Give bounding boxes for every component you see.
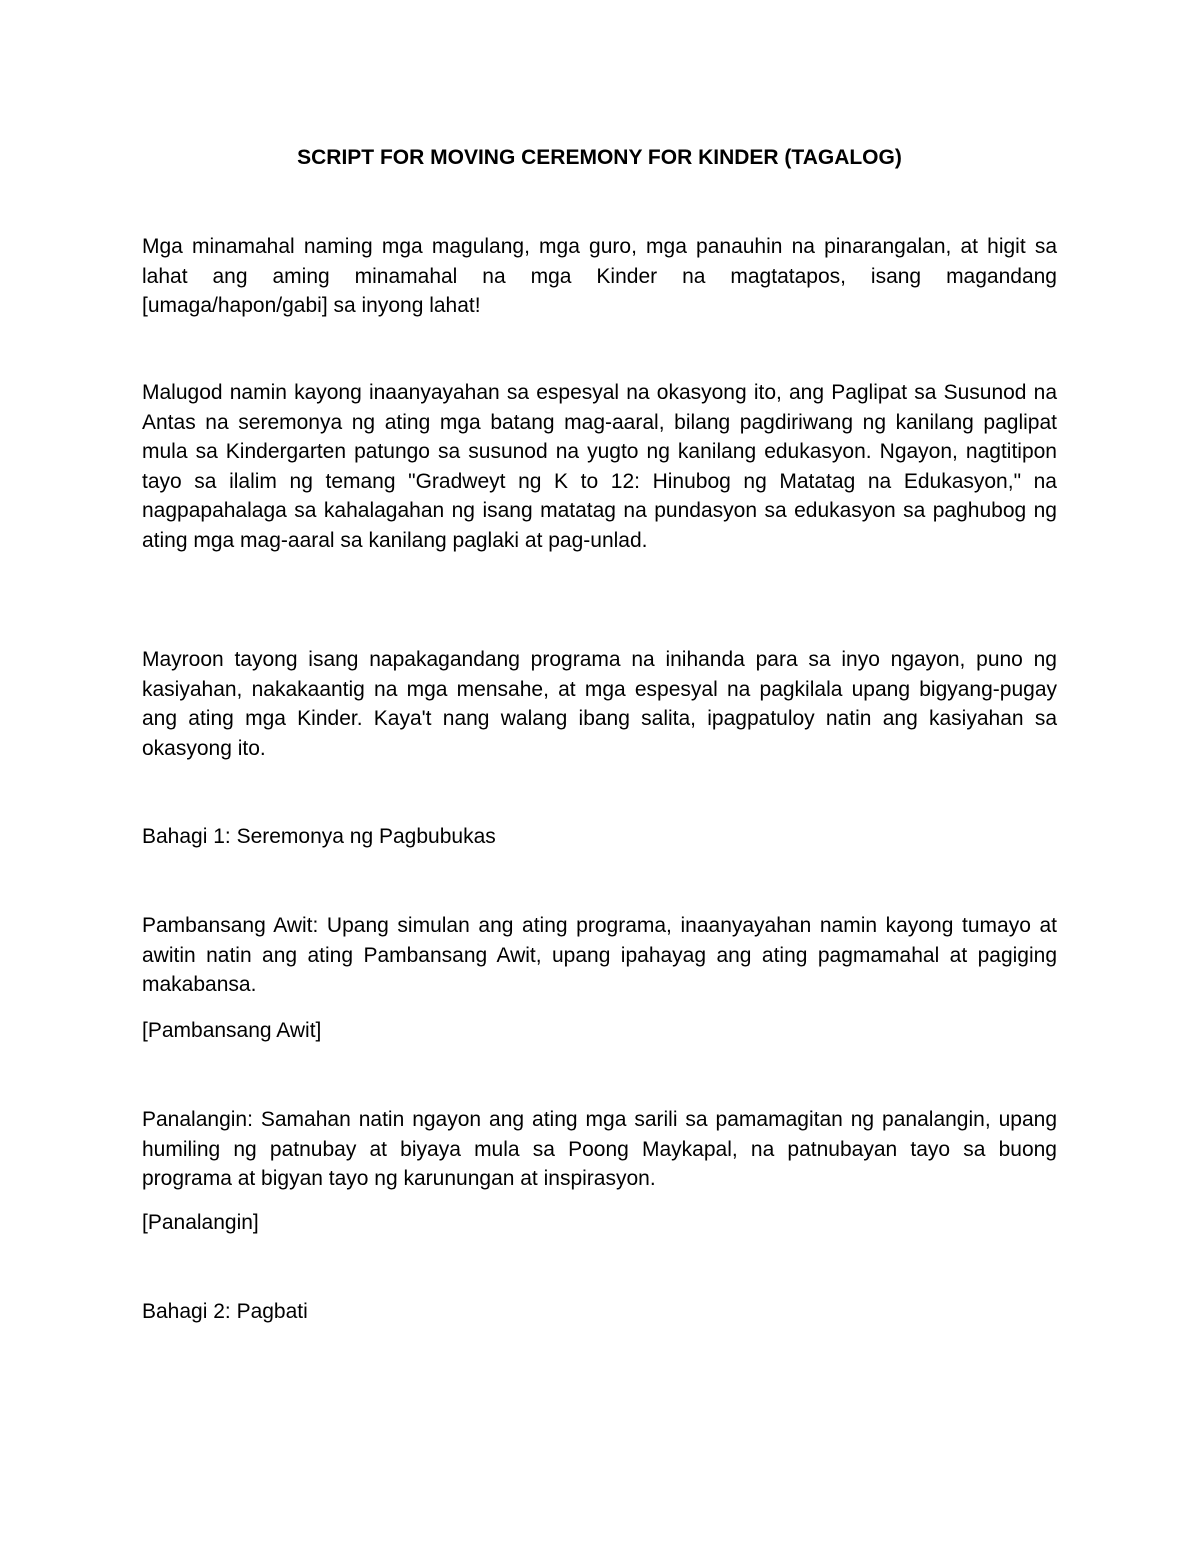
- national-anthem-paragraph: Pambansang Awit: Upang simulan ang ating programa, inaanyayahan namin kayong tumayo at awitin natin ang ating Pambansang Awit, upang ipahayag ang ating pagmamahal at pagiging makabansa.: [142, 914, 1057, 996]
- prayer-paragraph: Panalangin: Samahan natin ngayon ang ating mga sarili sa pamamagitan ng panalangin, upang humiling ng patnubay at biyaya mula sa Poong Maykapal, na patnubayan tayo sa buong programa at bigyan tayo ng karunungan at inspirasyon.: [142, 1108, 1057, 1190]
- section-heading-part-2: Bahagi 2: Pagbati: [142, 1300, 308, 1323]
- national-anthem-cue: [Pambansang Awit]: [142, 1019, 322, 1042]
- program-paragraph: Mayroon tayong isang napakagandang programa na inihanda para sa inyo ngayon, puno ng kasiyahan, nakakaantig na mga mensahe, at mga espesyal na pagkilala upang bigyang-pugay ang ating mga Kinder. Kaya't nang walang ibang salita, ipagpatuloy natin ang kasiyahan sa okasyong ito.: [142, 648, 1057, 760]
- document-title: SCRIPT FOR MOVING CEREMONY FOR KINDER (TAGALOG): [297, 146, 902, 169]
- prayer-cue: [Panalangin]: [142, 1211, 259, 1234]
- section-heading-part-1: Bahagi 1: Seremonya ng Pagbubukas: [142, 825, 496, 848]
- invitation-paragraph: Malugod namin kayong inaanyayahan sa espesyal na okasyong ito, ang Paglipat sa Susunod na Antas na seremonya ng ating mga batang mag-aaral, bilang pagdiriwang ng kanilang paglipat mula sa Kindergarten patungo sa susunod na yugto ng kanilang edukasyon. Ngayon, nagtitipon tayo sa ilalim ng temang "Gradweyt ng K to 12: Hinubog ng Matatag na Edukasyon," na nagpapahalaga sa kahalagahan ng isang matatag na pundasyon sa edukasyon sa paghubog ng ating mga mag-aaral sa kanilang paglaki at pag-unlad.: [142, 381, 1057, 552]
- greeting-paragraph: Mga minamahal naming mga magulang, mga guro, mga panauhin na pinarangalan, at higit sa lahat ang aming minamahal na mga Kinder na magtatapos, isang magandang [umaga/hapon/gabi] sa inyong lahat!: [142, 235, 1057, 317]
